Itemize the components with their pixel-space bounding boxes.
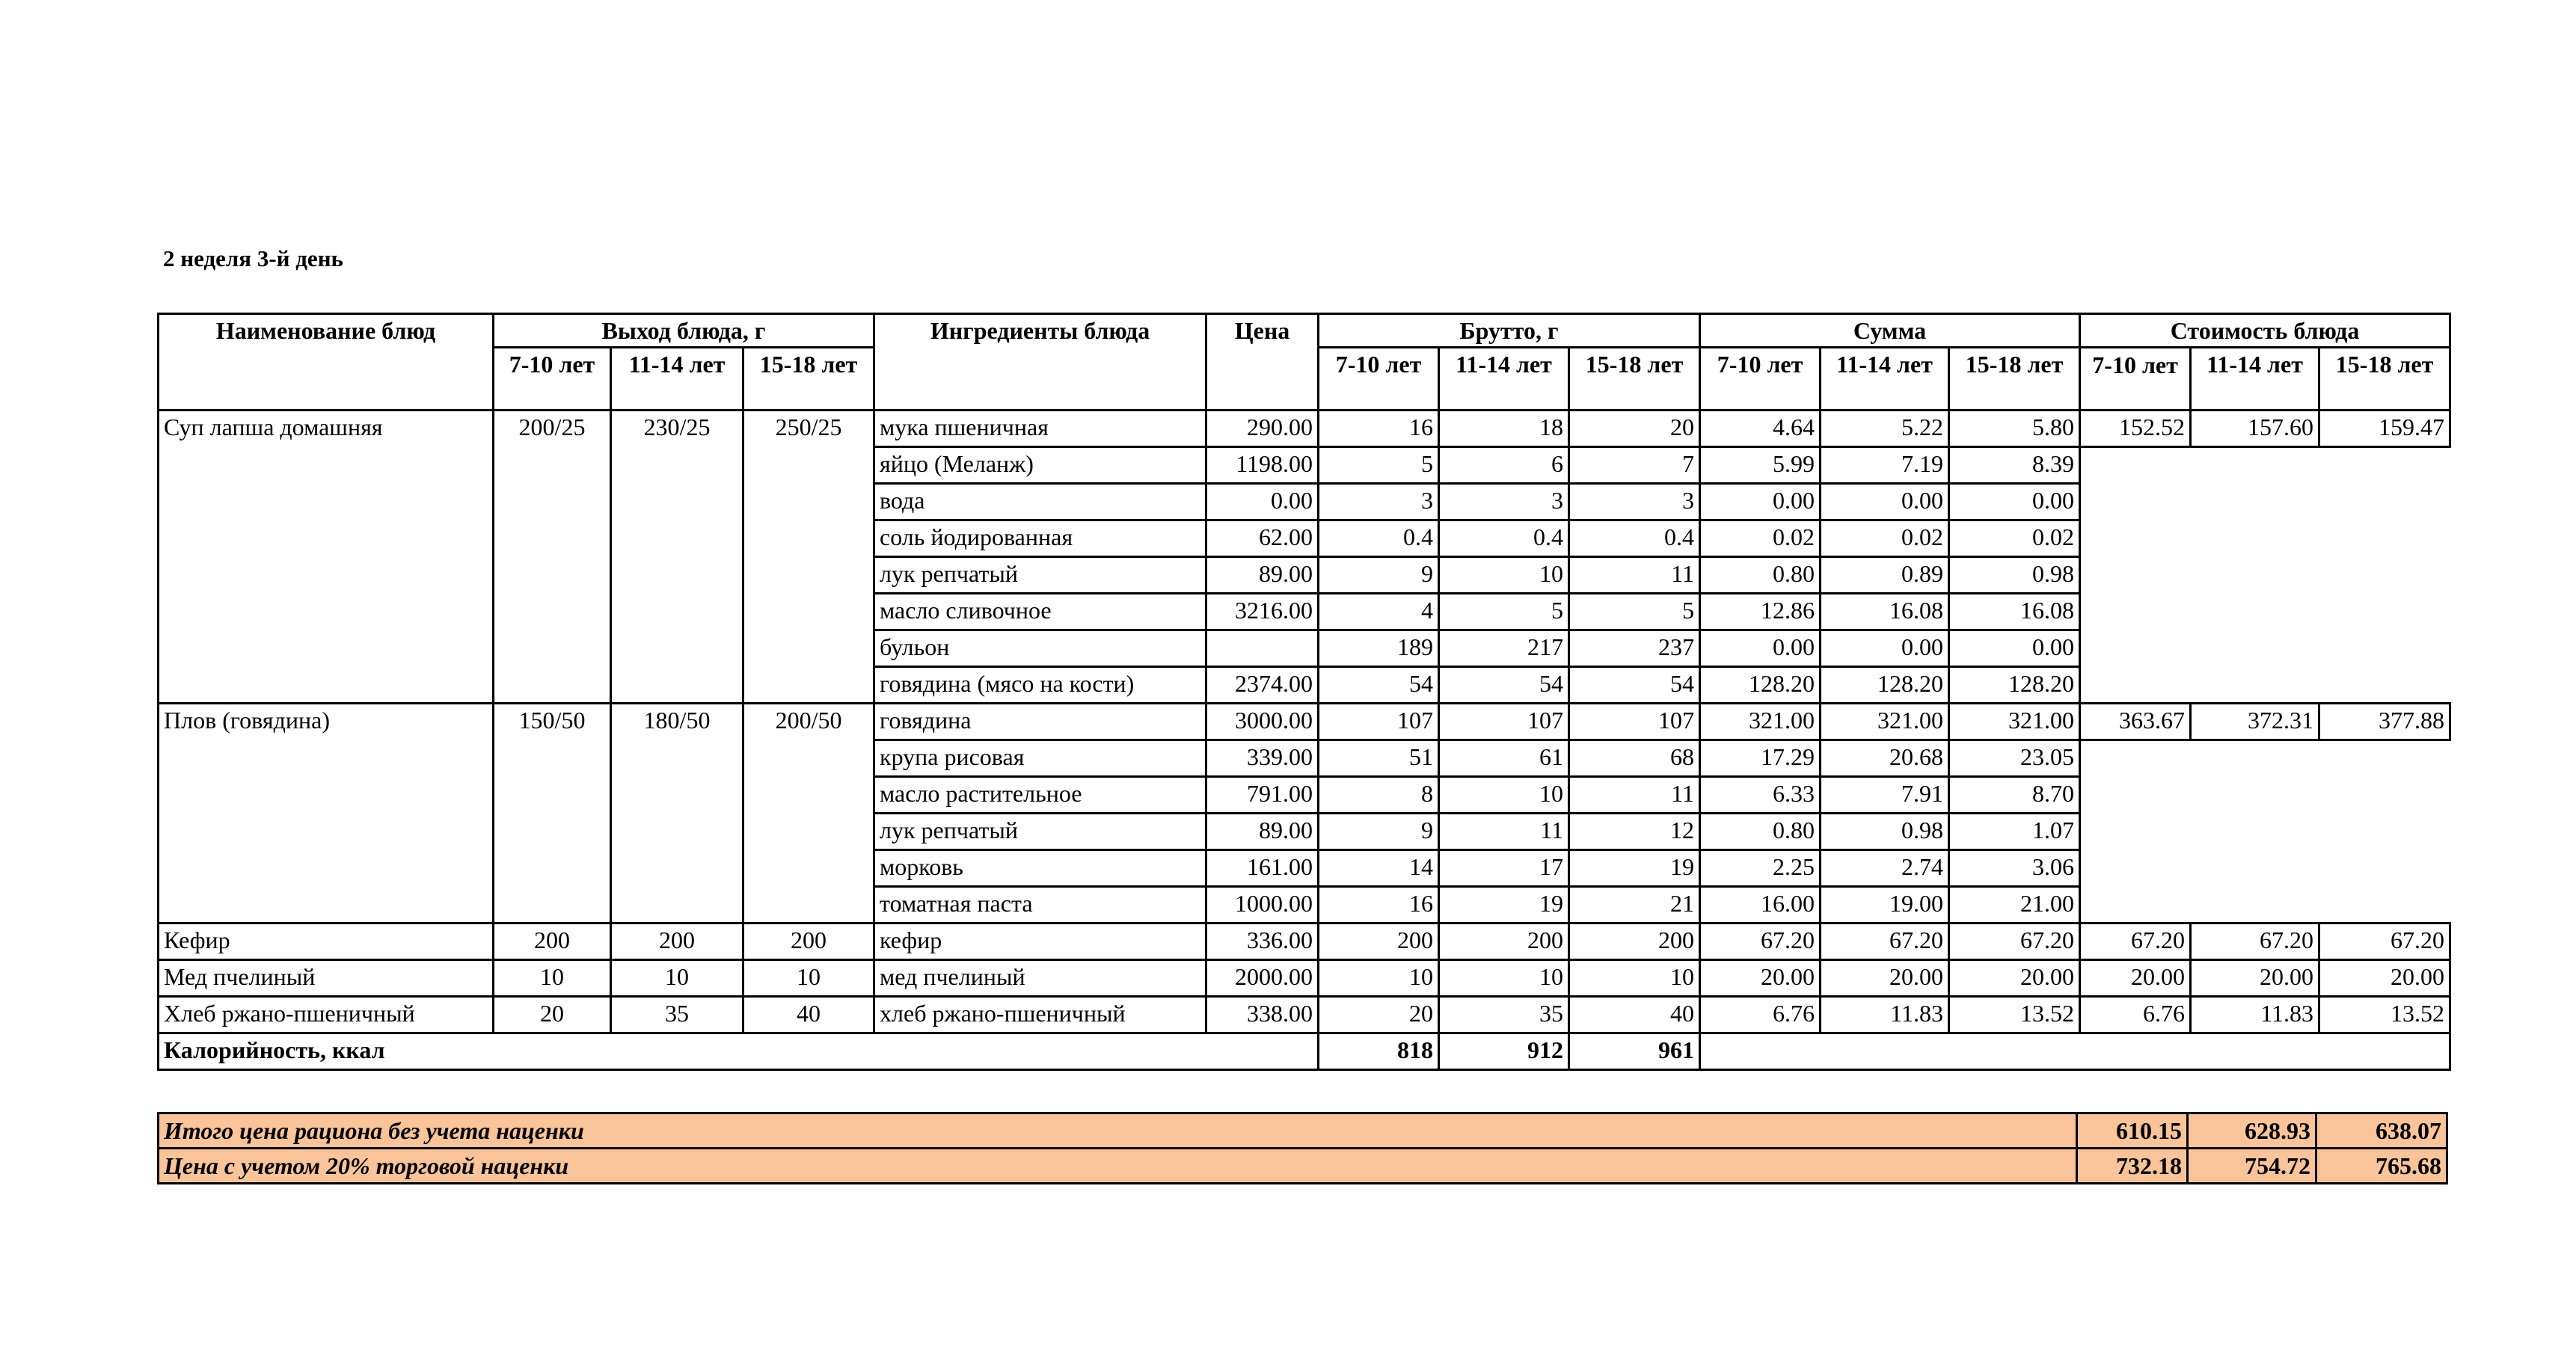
ingredient-price: 1000.00 (1206, 887, 1319, 924)
ingredient-sum: 7.19 (1821, 447, 1949, 484)
ingredient-name: крупа рисовая (874, 740, 1206, 777)
header-ingredients: Ингредиенты блюда (874, 314, 1206, 411)
ingredient-sum: 128.20 (1821, 667, 1949, 704)
header-brutto-age-15-18: 15-18 лет (1569, 348, 1700, 411)
ingredient-price: 791.00 (1206, 777, 1319, 814)
dish-cost: 363.67 (2080, 704, 2191, 740)
dish-yield: 200/50 (743, 704, 874, 924)
dish-yield: 200 (494, 924, 611, 960)
ingredient-sum: 0.00 (1949, 484, 2080, 520)
ingredient-sum: 6.33 (1700, 777, 1821, 814)
ingredient-sum: 0.02 (1700, 520, 1821, 557)
menu-table (157, 313, 2451, 1071)
ingredient-brutto: 0.4 (1439, 520, 1569, 557)
ingredient-sum: 16.00 (1700, 887, 1821, 924)
ingredient-sum: 0.02 (1949, 520, 2080, 557)
totals-body (159, 1113, 2447, 1184)
ingredient-price: 3216.00 (1206, 594, 1319, 630)
totals-value: 610.15 (2077, 1113, 2188, 1149)
calories-value: 912 (1439, 1033, 1569, 1070)
cost-blank (2080, 740, 2450, 924)
ingredient-sum: 128.20 (1700, 667, 1821, 704)
ingredient-brutto: 7 (1569, 447, 1700, 484)
header-row-1 (159, 314, 2450, 348)
ingredient-brutto: 54 (1439, 667, 1569, 704)
dish-name: Суп лапша домашняя (159, 411, 494, 704)
ingredient-brutto: 17 (1439, 850, 1569, 887)
header-yield-age-7-10: 7-10 лет (494, 348, 611, 411)
ingredient-price: 338.00 (1206, 997, 1319, 1033)
header-yield-age-15-18: 15-18 лет (743, 348, 874, 411)
dish-cost: 13.52 (2319, 997, 2450, 1033)
menu-body (159, 411, 2450, 1070)
ingredient-sum: 20.00 (1949, 960, 2080, 997)
dish-cost: 372.31 (2191, 704, 2319, 740)
header-cost: Стоимость блюда (2080, 314, 2450, 348)
ingredient-brutto: 19 (1569, 850, 1700, 887)
totals-value: 638.07 (2316, 1113, 2447, 1149)
dish-yield: 10 (743, 960, 874, 997)
ingredient-price: 3000.00 (1206, 704, 1319, 740)
ingredient-sum: 20.00 (1821, 960, 1949, 997)
ingredient-name: яйцо (Меланж) (874, 447, 1206, 484)
table-row (159, 960, 2450, 997)
ingredient-sum: 16.08 (1949, 594, 2080, 630)
ingredient-price: 290.00 (1206, 411, 1319, 447)
ingredient-name: морковь (874, 850, 1206, 887)
dish-yield: 200 (611, 924, 743, 960)
ingredient-sum: 0.00 (1700, 484, 1821, 520)
ingredient-sum: 12.86 (1700, 594, 1821, 630)
calories-empty (1700, 1033, 2450, 1070)
totals-value: 732.18 (2077, 1149, 2188, 1184)
ingredient-brutto: 11 (1569, 777, 1700, 814)
ingredient-sum: 0.98 (1821, 814, 1949, 850)
dish-name: Мед пчелиный (159, 960, 494, 997)
dish-cost: 20.00 (2191, 960, 2319, 997)
dish-cost: 20.00 (2319, 960, 2450, 997)
ingredient-sum: 0.00 (1949, 630, 2080, 667)
dish-name: Кефир (159, 924, 494, 960)
header-yield-age-11-14: 11-14 лет (611, 348, 743, 411)
ingredient-price: 161.00 (1206, 850, 1319, 887)
totals-value: 628.93 (2188, 1113, 2316, 1149)
ingredient-brutto: 19 (1439, 887, 1569, 924)
dish-name: Хлеб ржано-пшеничный (159, 997, 494, 1033)
ingredient-name: бульон (874, 630, 1206, 667)
dish-yield: 180/50 (611, 704, 743, 924)
ingredient-brutto: 9 (1319, 814, 1439, 850)
ingredient-brutto: 200 (1569, 924, 1700, 960)
ingredient-sum: 1.07 (1949, 814, 2080, 850)
ingredient-brutto: 10 (1439, 960, 1569, 997)
table-row (159, 704, 2450, 740)
ingredient-name: кефир (874, 924, 1206, 960)
ingredient-brutto: 3 (1319, 484, 1439, 520)
ingredient-brutto: 0.4 (1319, 520, 1439, 557)
ingredient-price: 89.00 (1206, 557, 1319, 594)
ingredient-brutto: 35 (1439, 997, 1569, 1033)
ingredient-sum: 5.80 (1949, 411, 2080, 447)
ingredient-brutto: 68 (1569, 740, 1700, 777)
ingredient-sum: 7.91 (1821, 777, 1949, 814)
ingredient-brutto: 10 (1319, 960, 1439, 997)
table-row (159, 411, 2450, 447)
ingredient-sum: 2.74 (1821, 850, 1949, 887)
ingredient-sum: 5.99 (1700, 447, 1821, 484)
dish-yield: 40 (743, 997, 874, 1033)
ingredient-sum: 23.05 (1949, 740, 2080, 777)
ingredient-sum: 3.06 (1949, 850, 2080, 887)
ingredient-sum: 8.70 (1949, 777, 2080, 814)
totals-value: 754.72 (2188, 1149, 2316, 1184)
dish-cost: 67.20 (2191, 924, 2319, 960)
ingredient-sum: 6.76 (1700, 997, 1821, 1033)
ingredient-brutto: 3 (1569, 484, 1700, 520)
ingredient-brutto: 14 (1319, 850, 1439, 887)
ingredient-name: хлеб ржано-пшеничный (874, 997, 1206, 1033)
ingredient-brutto: 16 (1319, 887, 1439, 924)
ingredient-sum: 321.00 (1821, 704, 1949, 740)
header-price: Цена (1206, 314, 1319, 411)
ingredient-brutto: 20 (1319, 997, 1439, 1033)
header-sum: Сумма (1700, 314, 2080, 348)
dish-cost: 377.88 (2319, 704, 2450, 740)
ingredient-brutto: 40 (1569, 997, 1700, 1033)
header-sum-age-7-10: 7-10 лет (1700, 348, 1821, 411)
ingredient-sum: 0.80 (1700, 814, 1821, 850)
ingredient-brutto: 10 (1439, 557, 1569, 594)
ingredient-name: вода (874, 484, 1206, 520)
ingredient-brutto: 107 (1569, 704, 1700, 740)
ingredient-brutto: 189 (1319, 630, 1439, 667)
ingredient-brutto: 54 (1319, 667, 1439, 704)
header-dish: Наименование блюд (159, 314, 494, 411)
ingredient-price: 2374.00 (1206, 667, 1319, 704)
dish-cost: 67.20 (2319, 924, 2450, 960)
dish-yield: 35 (611, 997, 743, 1033)
ingredient-brutto: 12 (1569, 814, 1700, 850)
ingredient-brutto: 11 (1569, 557, 1700, 594)
ingredient-sum: 20.00 (1700, 960, 1821, 997)
dish-cost: 20.00 (2080, 960, 2191, 997)
ingredient-brutto: 21 (1569, 887, 1700, 924)
ingredient-brutto: 20 (1569, 411, 1700, 447)
ingredient-sum: 11.83 (1821, 997, 1949, 1033)
ingredient-brutto: 11 (1439, 814, 1569, 850)
header-brutto-age-7-10: 7-10 лет (1319, 348, 1439, 411)
ingredient-brutto: 5 (1439, 594, 1569, 630)
ingredient-sum: 0.02 (1821, 520, 1949, 557)
header-cost-age-7-10: 7-10 лет (2080, 348, 2191, 411)
ingredient-sum: 0.98 (1949, 557, 2080, 594)
ingredient-brutto: 9 (1319, 557, 1439, 594)
header-cost-age-15-18: 15-18 лет (2319, 348, 2450, 411)
ingredient-brutto: 51 (1319, 740, 1439, 777)
dish-yield: 150/50 (494, 704, 611, 924)
ingredient-price: 339.00 (1206, 740, 1319, 777)
ingredient-name: соль йодированная (874, 520, 1206, 557)
ingredient-sum: 0.00 (1700, 630, 1821, 667)
dish-yield: 200/25 (494, 411, 611, 704)
ingredient-sum: 0.80 (1700, 557, 1821, 594)
ingredient-brutto: 200 (1319, 924, 1439, 960)
ingredient-name: лук репчатый (874, 814, 1206, 850)
ingredient-name: лук репчатый (874, 557, 1206, 594)
ingredient-brutto: 6 (1439, 447, 1569, 484)
ingredient-brutto: 54 (1569, 667, 1700, 704)
ingredient-brutto: 200 (1439, 924, 1569, 960)
ingredient-sum: 5.22 (1821, 411, 1949, 447)
ingredient-brutto: 3 (1439, 484, 1569, 520)
ingredient-brutto: 5 (1569, 594, 1700, 630)
ingredient-sum: 8.39 (1949, 447, 2080, 484)
ingredient-sum: 67.20 (1949, 924, 2080, 960)
ingredient-sum: 0.89 (1821, 557, 1949, 594)
header-cost-age-11-14: 11-14 лет (2191, 348, 2319, 411)
dish-yield: 20 (494, 997, 611, 1033)
ingredient-sum: 0.00 (1821, 630, 1949, 667)
ingredient-brutto: 107 (1319, 704, 1439, 740)
dish-yield: 200 (743, 924, 874, 960)
ingredient-name: мука пшеничная (874, 411, 1206, 447)
calories-row (159, 1033, 2450, 1070)
ingredient-price: 62.00 (1206, 520, 1319, 557)
ingredient-price: 0.00 (1206, 484, 1319, 520)
ingredient-sum: 13.52 (1949, 997, 2080, 1033)
dish-yield: 10 (494, 960, 611, 997)
totals-label: Итого цена рациона без учета наценки (159, 1113, 2077, 1149)
ingredient-brutto: 8 (1319, 777, 1439, 814)
ingredient-brutto: 18 (1439, 411, 1569, 447)
page-title: 2 неделя 3-й день (163, 245, 343, 271)
ingredient-brutto: 16 (1319, 411, 1439, 447)
header-sum-age-11-14: 11-14 лет (1821, 348, 1949, 411)
ingredient-brutto: 237 (1569, 630, 1700, 667)
totals-row (159, 1113, 2447, 1149)
ingredient-brutto: 107 (1439, 704, 1569, 740)
dish-cost: 6.76 (2080, 997, 2191, 1033)
ingredient-sum: 2.25 (1700, 850, 1821, 887)
ingredient-sum: 17.29 (1700, 740, 1821, 777)
calories-value: 818 (1319, 1033, 1439, 1070)
header-brutto-age-11-14: 11-14 лет (1439, 348, 1569, 411)
dish-yield: 230/25 (611, 411, 743, 704)
ingredient-sum: 67.20 (1821, 924, 1949, 960)
calories-label: Калорийность, ккал (159, 1033, 1319, 1070)
ingredient-brutto: 5 (1319, 447, 1439, 484)
ingredient-sum: 21.00 (1949, 887, 2080, 924)
dish-cost: 11.83 (2191, 997, 2319, 1033)
ingredient-name: говядина (874, 704, 1206, 740)
ingredient-brutto: 10 (1439, 777, 1569, 814)
table-row (159, 924, 2450, 960)
ingredient-brutto: 0.4 (1569, 520, 1700, 557)
totals-label: Цена с учетом 20% торговой наценки (159, 1149, 2077, 1184)
ingredient-price: 336.00 (1206, 924, 1319, 960)
ingredient-brutto: 4 (1319, 594, 1439, 630)
totals-row (159, 1149, 2447, 1184)
ingredient-name: масло сливочное (874, 594, 1206, 630)
ingredient-sum: 67.20 (1700, 924, 1821, 960)
ingredient-brutto: 10 (1569, 960, 1700, 997)
ingredient-sum: 0.00 (1821, 484, 1949, 520)
header-brutto: Брутто, г (1319, 314, 1700, 348)
ingredient-brutto: 217 (1439, 630, 1569, 667)
ingredient-sum: 321.00 (1700, 704, 1821, 740)
ingredient-sum: 4.64 (1700, 411, 1821, 447)
dish-yield: 250/25 (743, 411, 874, 704)
dish-cost: 67.20 (2080, 924, 2191, 960)
ingredient-name: говядина (мясо на кости) (874, 667, 1206, 704)
ingredient-price: 89.00 (1206, 814, 1319, 850)
header-sum-age-15-18: 15-18 лет (1949, 348, 2080, 411)
ingredient-price (1206, 630, 1319, 667)
ingredient-name: мед пчелиный (874, 960, 1206, 997)
header-yield: Выход блюда, г (494, 314, 874, 348)
dish-cost: 157.60 (2191, 411, 2319, 447)
totals-table (157, 1112, 2448, 1184)
calories-value: 961 (1569, 1033, 1700, 1070)
table-row (159, 997, 2450, 1033)
totals-value: 765.68 (2316, 1149, 2447, 1184)
dish-yield: 10 (611, 960, 743, 997)
ingredient-name: масло растительное (874, 777, 1206, 814)
dish-cost: 152.52 (2080, 411, 2191, 447)
dish-cost: 159.47 (2319, 411, 2450, 447)
ingredient-sum: 16.08 (1821, 594, 1949, 630)
ingredient-price: 2000.00 (1206, 960, 1319, 997)
dish-name: Плов (говядина) (159, 704, 494, 924)
cost-blank (2080, 447, 2450, 704)
ingredient-sum: 321.00 (1949, 704, 2080, 740)
ingredient-sum: 128.20 (1949, 667, 2080, 704)
ingredient-sum: 19.00 (1821, 887, 1949, 924)
ingredient-name: томатная паста (874, 887, 1206, 924)
ingredient-price: 1198.00 (1206, 447, 1319, 484)
ingredient-brutto: 61 (1439, 740, 1569, 777)
ingredient-sum: 20.68 (1821, 740, 1949, 777)
